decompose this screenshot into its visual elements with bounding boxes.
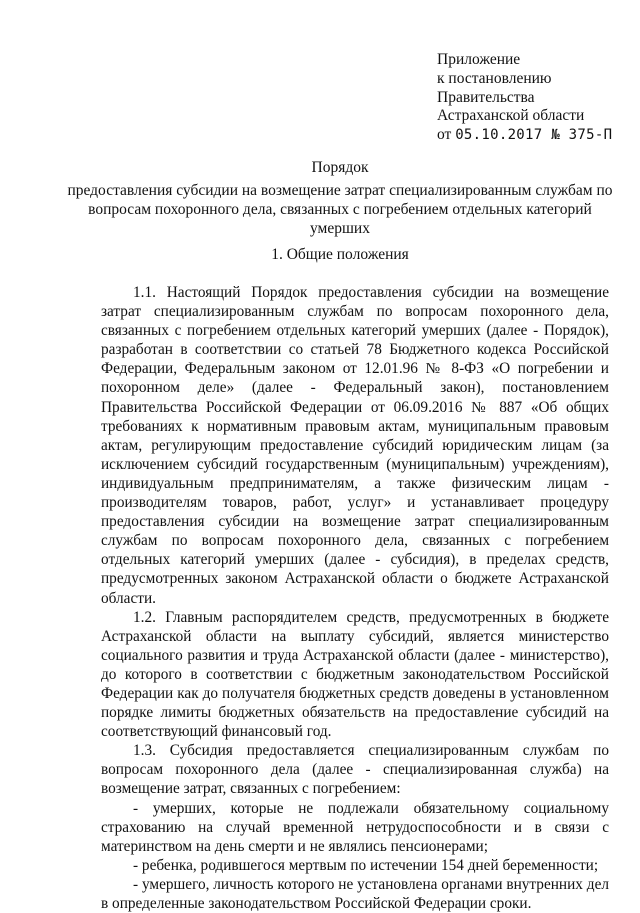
title-subtitle: предоставления субсидии на возмещение затрат специализированным службам по вопросам похоронного дела, связанных с погребением отдельных категорий умерших bbox=[67, 182, 613, 237]
paragraph: 1.1. Настоящий Порядок предоставления субсидии на возмещение затрат специализированным службам по вопросам похоронного дела, связанных с погребением отдельных категорий умерших (далее - Порядок), разработан в соответствии со статьей 78 Бюджетного кодекса Российской Федерации, Федеральным законом от 12.01.96 № 8-ФЗ «О погребении и похоронном деле» (далее - Федеральный закон), постановлением Правительства Российской Федерации от 06.09.2016 № 887 «Об общих требованиях к нормативным правовым актам, муниципальным правовым актам, регулирующим предоставление субсидий юридическим лицам (за исключением субсидий государственным (муниципальным) учреждениям), индивидуальным предпринимателям, а также физическим лицам - производителям товаров, работ, услуг» и устанавливает процедуру предоставления субсидии на возмещение затрат специализированным службам по вопросам похоронного дела, связанных с погребением отдельных категорий умерших (далее - субсидия), в пределах средств, предусмотренных законом Астраханской области о бюджете Астраханской области. bbox=[101, 284, 609, 607]
approval-line: к постановлению bbox=[437, 69, 552, 87]
document-title bbox=[60, 158, 620, 238]
approval-line: Правительства bbox=[437, 88, 535, 106]
document-body bbox=[101, 283, 609, 913]
decree-prefix: от bbox=[437, 126, 452, 144]
approval-line: Астраханской области bbox=[437, 107, 585, 125]
decree-reference bbox=[437, 126, 637, 145]
list-item: - умерших, которые не подлежали обязательному социальному страхованию на случай временной нетрудоспособности и в связи с материнством на день смерти и не являлись пенсионерами; bbox=[101, 799, 609, 855]
approval-stamp bbox=[437, 51, 637, 145]
title-main: Порядок bbox=[311, 159, 369, 176]
approval-line: Приложение bbox=[437, 51, 521, 68]
list-item: - ребенка, родившегося мертвым по истечении 154 дней беременности; bbox=[133, 856, 599, 874]
list-item: - умершего, личность которого не установлена органами внутренних дел в определенные законодательством Российской Федерации сроки. bbox=[101, 875, 609, 912]
paragraph: 1.2. Главным распорядителем средств, предусмотренных в бюджете Астраханской области на выплату субсидий, является министерство социального развития и труда Астраханской области (далее - министерство), до которого в соответствии с бюджетным законодательством Российской Федерации как до получателя бюджетных средств доведены в установленном порядке лимиты бюджетных обязательств на предоставление субсидий на соответствующий финансовый год. bbox=[101, 608, 609, 741]
decree-date-number: 05.10.2017 № 375-П bbox=[455, 127, 613, 144]
paragraph: 1.3. Субсидия предоставляется специализированным службам по вопросам похоронного дела (далее - специализированная служба) на возмещение затрат, связанных с погребением: bbox=[101, 742, 609, 798]
section-heading: 1. Общие положения bbox=[271, 246, 409, 263]
